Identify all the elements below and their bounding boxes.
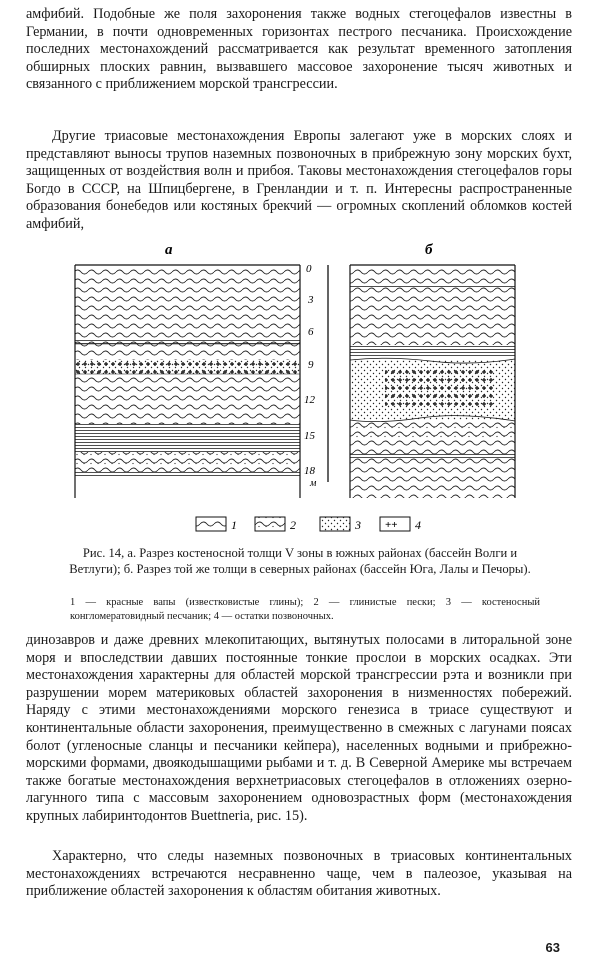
page-number: 63: [545, 940, 560, 955]
column-a-label: а: [165, 242, 173, 258]
tick-9: 9: [308, 359, 314, 371]
paragraph-2: Другие триасовые местонахождения Европы залегают уже в морских слоях и представляют выносы трупов наземных позвоночных в прибрежную зону морских бухт, защищенных от воздействия волн и прибоя. Таковы местонахождения стегоцефалов горы Богдо в СССР, на Шпицбергене, в Гренландии и т. п. Интересны распространенные образования бонебедов или костяных брекчий — огромных скоплений обломков костей амфибий,: [26, 128, 572, 232]
figure-legend-text: 1 — красные вапы (известковистые глины); 2 — глинистые пески; 3 — костеносный конгломератовидный песчаник; 4 — остатки позвоночных.: [70, 597, 540, 622]
cross-icon: ++: [385, 519, 398, 531]
tick-6: 6: [308, 326, 314, 338]
column-a: [75, 265, 300, 498]
legend-4: 4: [415, 518, 421, 532]
paragraph-3: динозавров и даже древних млекопитающих, вытянутых полосами в литоральной зоне моря и впоследствии давших постоянные тонкие прослои в морских осадках. Эти местонахождения характерны для областей морской трансгрессии рэта и возникли при разрушении морем материковых областей захоронения в низменностях побережий. Наряду с этими местонахождениями морского генезиса в триасе существуют и континентальные области захоронения, преимущественно в смежных с лагунами поясах болот (угленосные сланцы и песчаники кейпера), населенных водными и прибрежно-морскими формами, двоякодышащими рыбами и т. д. В Северной Америке мы встречаем также богатые местонахождения верхнетриасовых стегоцефалов в отложениях озерно-лагунного типа с массовым захоронением одновозрастных форм (местонахождения крупных лабиринтодонтов Buettneria, рис. 15).: [26, 632, 572, 824]
legend: [196, 517, 421, 532]
legend-2: 2: [290, 518, 296, 532]
scale-unit: м: [310, 478, 317, 489]
tick-15: 15: [304, 430, 315, 442]
paragraph-4: Характерно, что следы наземных позвоночных в триасовых континентальных местонахождениях встречаются несравненно чаще, чем в палеозое, указывая на приближение областей захоронения к областям обитания животных.: [26, 848, 572, 900]
tick-0: 0: [306, 263, 312, 275]
tick-18: 18: [304, 465, 315, 477]
column-b: [350, 265, 515, 498]
paragraph-1: амфибий. Подобные же поля захоронения также водных стегоцефалов известны в Германии, в почти одновременных горизонтах пестрого песчаника. Происхождение последних местонахождений рассматривается как результат временного затопления обширных плоских равнин, вызвавшего массовое захоронение тысяч животных и связанного с приближением морской трансгрессии.: [26, 6, 572, 93]
legend-1: 1: [231, 518, 237, 532]
figure-caption: Рис. 14, а. Разрез костеносной толщи V зоны в южных районах (бассейн Волги и Ветлуги); б. Разрез той же толщи в северных районах (бассейн Юга, Лалы и Печоры).: [69, 546, 531, 576]
tick-3: 3: [308, 294, 314, 306]
tick-12: 12: [304, 394, 315, 406]
legend-3: 3: [355, 518, 361, 532]
figure-14: [60, 240, 540, 540]
depth-scale: [304, 263, 328, 489]
section-diagram: [60, 240, 540, 540]
column-b-label: б: [425, 242, 433, 258]
